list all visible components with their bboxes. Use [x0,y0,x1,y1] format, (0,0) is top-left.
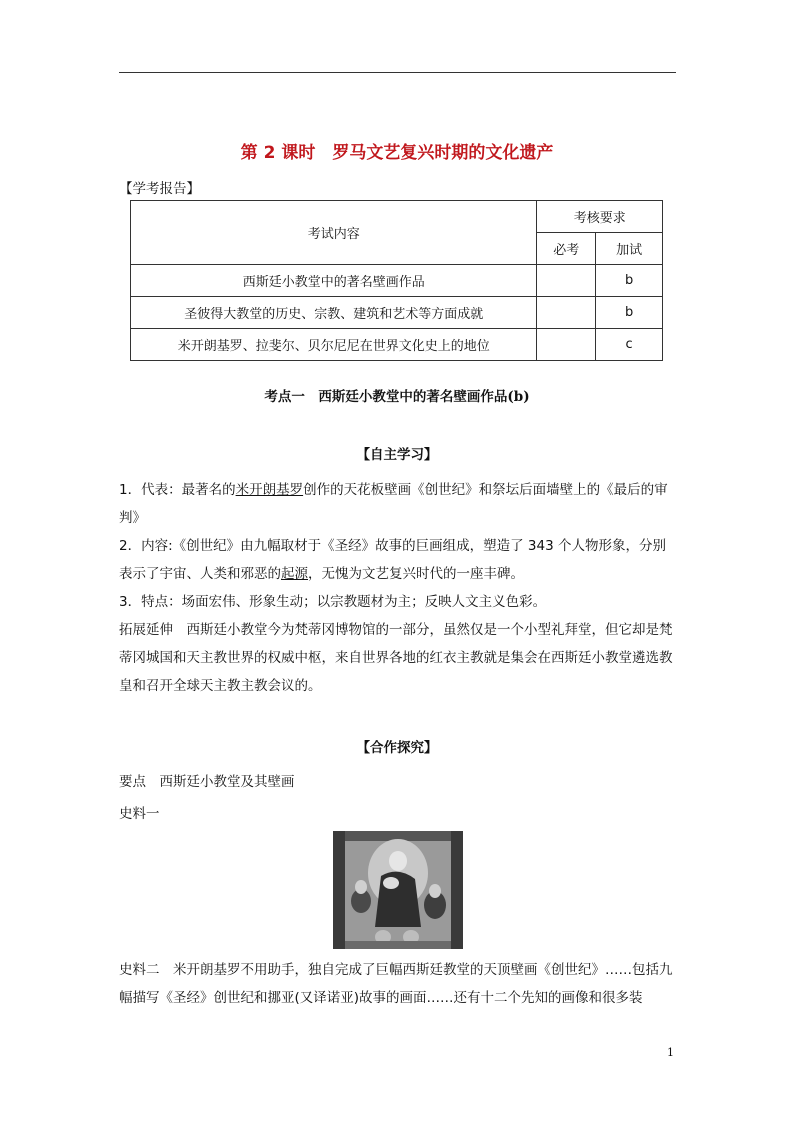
item-2 [119,532,679,588]
item2-prefix: 2．内容:《创世纪》由九幅取材于《圣经》故事的巨画组成，塑造了 343 个人物形象，分别表示了宇宙、人类和邪恶的 [119,538,666,582]
row-must [537,297,596,329]
page-title: 第 2 课时 罗马文艺复兴时期的文化遗产 [240,143,554,163]
point1-heading: 考点一 西斯廷小教堂中的著名壁画作品(b) [264,389,530,405]
row-extra: b [596,265,663,297]
key-point: 要点 西斯廷小教堂及其壁画 [119,774,295,790]
report-label: 【学考报告】 [119,181,200,197]
row-must [537,265,596,297]
row-extra: c [596,329,663,361]
row-content: 圣彼得大教堂的历史、宗教、建筑和艺术等方面成就 [131,297,537,329]
item-3: 3．特点：场面宏伟、形象生动；以宗教题材为主；反映人文主义色彩。 [119,594,547,610]
madonna-painting-image [333,831,463,949]
source-1-label: 史料一 [119,806,160,822]
self-study-heading: 【自主学习】 [356,447,438,463]
row-extra: b [596,297,663,329]
exam-requirements-table [130,200,663,361]
header-content: 考试内容 [131,201,537,265]
item1-name: 米开朗基罗 [235,482,304,498]
item2-origin: 起源 [281,566,308,582]
table-row [131,265,663,297]
item-1 [119,476,679,532]
page-number: 1 [667,1046,674,1059]
row-must [537,329,596,361]
item1-rest: 创作的天花板壁画《创世纪》和祭坛后面墙壁上的《最后的审判》 [119,482,668,526]
header-must: 必考 [537,233,596,265]
table-row [131,297,663,329]
extension-paragraph: 拓展延伸 西斯廷小教堂今为梵蒂冈博物馆的一部分，虽然仅是一个小型礼拜堂，但它却是梵蒂冈城国和天主教世界的权威中枢，来自世界各地的红衣主教就是集会在西斯廷小教堂遴选教皇和召开全球天主教主教会议的。 [119,622,673,694]
item2-rest: ，无愧为文艺复兴时代的一座丰碑。 [308,566,524,582]
row-content: 米开朗基罗、拉斐尔、贝尔尼尼在世界文化史上的地位 [131,329,537,361]
table-row [131,329,663,361]
header-rule [119,72,676,73]
item1-prefix: 1．代表：最著名的 [119,482,236,498]
self-study-body [119,476,679,700]
row-content: 西斯廷小教堂中的著名壁画作品 [131,265,537,297]
coop-heading: 【合作探究】 [356,740,438,756]
header-requirement: 考核要求 [537,201,663,233]
source-2-paragraph: 史料二 米开朗基罗不用助手，独自完成了巨幅西斯廷教堂的天顶壁画《创世纪》……包括九幅描写《圣经》创世纪和挪亚(又译诺亚)故事的画面……还有十二个先知的画像和很多装 [119,962,673,1006]
header-extra: 加试 [596,233,663,265]
